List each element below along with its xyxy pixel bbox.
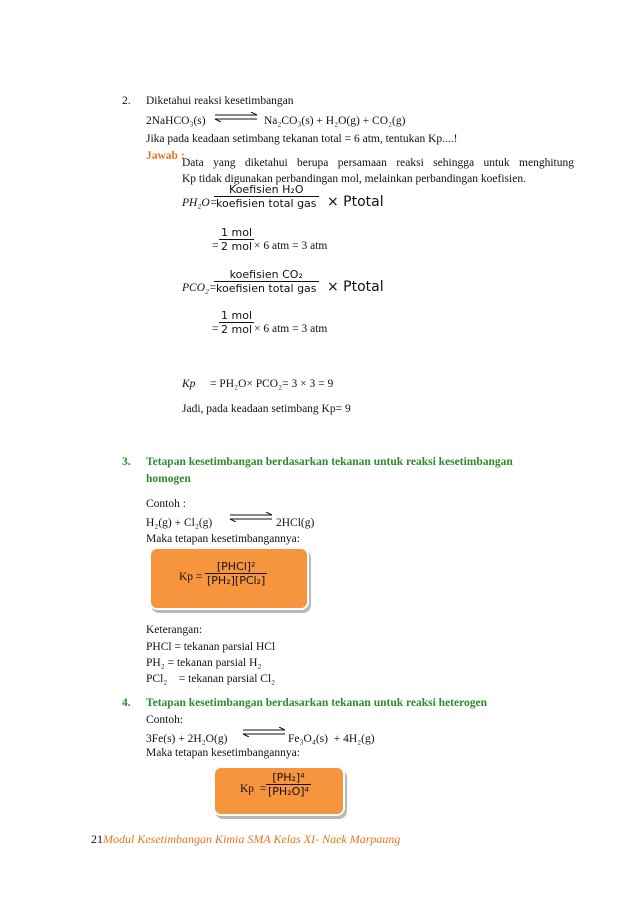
p-co2-fraction [214,268,319,295]
item4-constant-intro: Maka tetapan kesetimbangannya: [146,747,300,759]
calc1-fraction [219,226,254,253]
note-phcl: PHCl = tekanan parsial HCl [146,641,276,653]
item2-number: 2. [122,95,131,107]
box-kp-denominator: [PH₂][PCl₂] [207,574,266,587]
calc2-prefix: = [212,323,219,335]
equilibrium-arrow-icon [213,112,259,122]
page-footer [91,832,400,847]
item4-heading: Tetapan kesetimbangan berdasarkan tekanan untuk reaksi heterogen [146,697,488,709]
p-h2o-numerator: Koefisien H₂O [214,183,319,197]
item2-intro: Diketahui reaksi kesetimbangan [146,95,294,107]
box-kp-numerator: [PHCl]² [205,560,267,574]
kp-label: Kp [182,378,196,390]
calc1-result: × 6 atm = 3 atm [254,240,328,252]
item2-conclusion: Jadi, pada keadaan setimbang Kp= 9 [182,403,351,415]
calc1-denominator: 2 mol [221,240,252,253]
calc2-fraction [219,309,254,336]
equilibrium-arrow-icon [241,727,287,737]
p-h2o-fraction [214,183,319,210]
times-ptotal-2: × Ptotal [327,279,384,295]
p-h2o-label: PH₂O= [182,197,218,209]
p-co2-numerator: koefisien CO₂ [214,268,319,282]
item3-reactants: H₂(g) + Cl₂(g) [146,517,213,529]
equilibrium-arrow-icon [228,512,274,522]
calc2-numerator: 1 mol [221,309,252,322]
footer-text: Modul Kesetimbangan Kimia SMA Kelas XI- Naek Marpaung [103,832,401,846]
kp-expression: = PH₂O× PCO₂= 3 × 3 = 9 [210,378,334,390]
item2-answer-label: Jawab : [146,150,185,162]
item2-reactant: 2NaHCO₃(s) [146,115,206,127]
item3-constant-intro: Maka tetapan kesetimbangannya: [146,533,300,545]
calc2-denominator: 2 mol [221,323,252,336]
item4-number: 4. [122,697,131,709]
box4-kp-fraction [266,771,311,798]
box-kp-fraction [205,560,267,587]
notes-label: Keterangan: [146,624,203,636]
p-co2-label: PCO₂= [182,282,217,294]
item3-products: 2HCl(g) [276,517,315,529]
p-co2-denominator: koefisien total gas [216,282,317,295]
box4-kp-label: Kp = [240,783,267,795]
calc1-numerator: 1 mol [221,226,252,239]
kp-formula-box-heterogen [213,766,345,816]
p-h2o-denominator: koefisien total gas [216,197,317,210]
calc1-prefix: = [212,240,219,252]
times-ptotal-1: × Ptotal [327,194,384,210]
item3-heading-line2: homogen [146,473,191,485]
item3-heading-line1: Tetapan kesetimbangan berdasarkan tekanan untuk reaksi kesetimbangan [146,456,513,468]
page-number: 21 [91,832,103,846]
calc2-result: × 6 atm = 3 atm [254,323,328,335]
item3-example-label: Contoh : [146,498,186,510]
item2-question: Jika pada keadaan setimbang tekanan total = 6 atm, tentukan Kp....! [146,133,458,145]
box4-kp-denominator: [PH₂O]⁴ [268,785,309,798]
item4-products: Fe₃O₄(s) + 4H₂(g) [288,733,375,745]
item2-explain-line1: Data yang diketahui berupa persamaan reaksi sehingga untuk menghitung [182,157,574,169]
item3-number: 3. [122,456,131,468]
box4-kp-numerator: [PH₂]⁴ [266,771,311,785]
item4-reactants: 3Fe(s) + 2H₂O(g) [146,733,228,745]
item2-explain-line2: Kp tidak digunakan perbandingan mol, melainkan perbandingan koefisien. [182,173,526,185]
note-pcl2: PCl₂ = tekanan parsial Cl₂ [146,673,276,685]
note-ph2: PH₂ = tekanan parsial H₂ [146,657,262,669]
box-kp-label: Kp = [179,571,203,583]
item4-example-label: Contoh: [146,714,184,726]
kp-formula-box-homogen [149,547,309,610]
item2-products: Na₂CO₃(s) + H₂O(g) + CO₂(g) [264,115,406,127]
